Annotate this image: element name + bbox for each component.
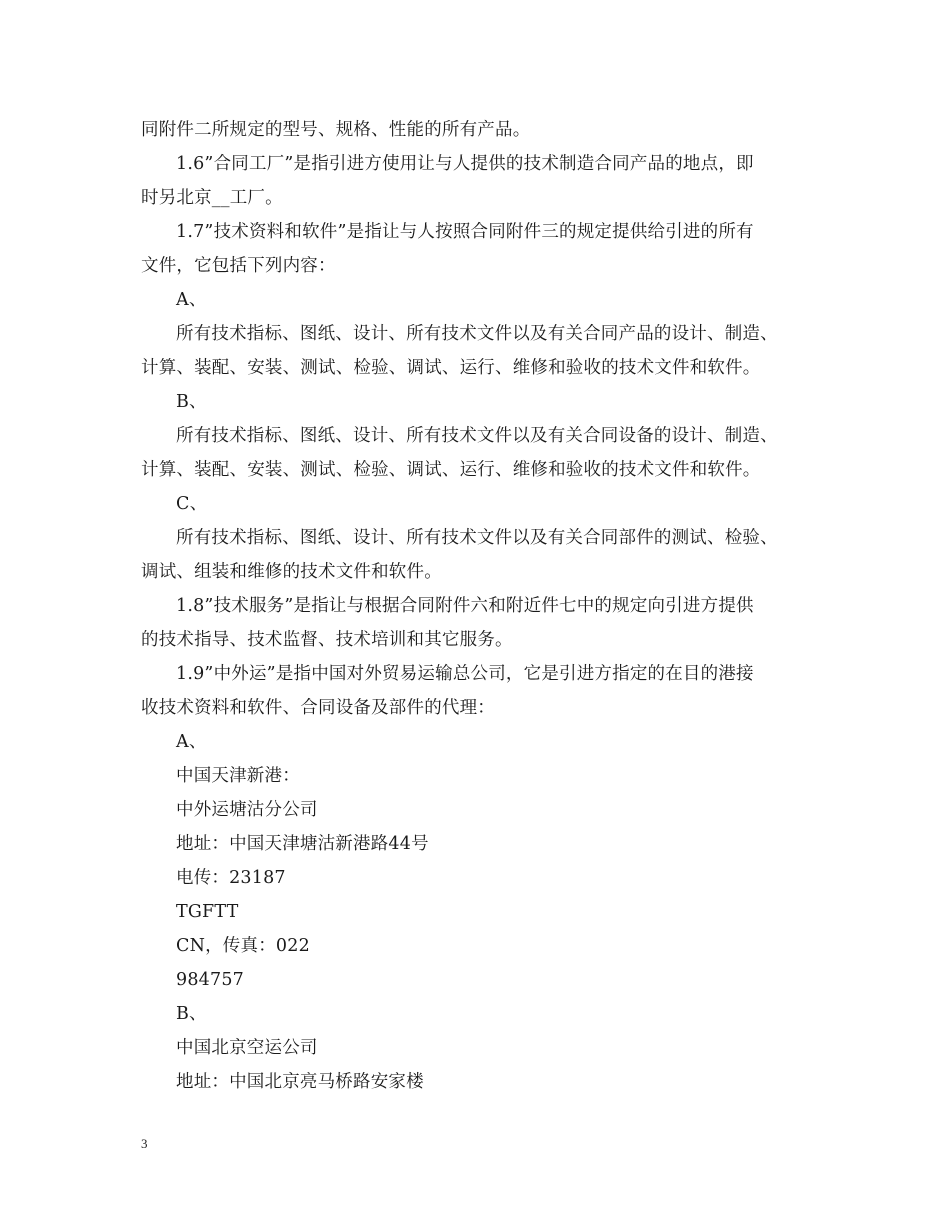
text-line: 计算、装配、安装、测试、检验、调试、运行、维修和验收的技术文件和软件。 (141, 358, 761, 378)
text-line: 电传：23187 (176, 868, 286, 888)
text-line: 984757 (176, 970, 245, 990)
text-line: 所有技术指标、图纸、设计、所有技术文件以及有关合同产品的设计、制造、 (176, 324, 778, 344)
list-marker: A、 (176, 290, 207, 310)
text-line: CN，传真：022 (176, 936, 310, 956)
text-line: 1.7”技术资料和软件”是指让与人按照合同附件三的规定提供给引进的所有 (176, 222, 754, 242)
list-marker: C、 (176, 494, 208, 514)
text-line: 中国北京空运公司 (176, 1038, 318, 1058)
text-line: 同附件二所规定的型号、规格、性能的所有产品。 (141, 120, 531, 140)
text-line: 时另北京__工厂。 (141, 188, 283, 208)
text-line: 所有技术指标、图纸、设计、所有技术文件以及有关合同设备的设计、制造、 (176, 426, 778, 446)
text-line: 1.9”中外运”是指中国对外贸易运输总公司，它是引进方指定的在目的港接 (176, 664, 754, 684)
text-line: 中外运塘沽分公司 (176, 800, 318, 820)
list-marker: B、 (176, 392, 207, 412)
document-body (141, 113, 813, 1099)
text-line: 地址：中国天津塘沽新港路44号 (176, 834, 429, 854)
text-line: 收技术资料和软件、合同设备及部件的代理： (141, 698, 495, 718)
text-line: 文件，它包括下列内容： (141, 256, 336, 276)
text-line: 地址：中国北京亮马桥路安家楼 (176, 1072, 424, 1092)
list-marker: B、 (176, 1004, 207, 1024)
page-number: 3 (141, 1136, 148, 1151)
text-line: 调试、组装和维修的技术文件和软件。 (141, 562, 442, 582)
text-line: 1.8”技术服务”是指让与根据合同附件六和附近件七中的规定向引进方提供 (176, 596, 754, 616)
text-line: 中国天津新港： (176, 766, 300, 786)
text-line: TGFTT (176, 902, 239, 922)
text-line: 计算、装配、安装、测试、检验、调试、运行、维修和验收的技术文件和软件。 (141, 460, 761, 480)
text-line: 的技术指导、技术监督、技术培训和其它服务。 (141, 630, 513, 650)
list-marker: A、 (176, 732, 207, 752)
text-line: 所有技术指标、图纸、设计、所有技术文件以及有关合同部件的测试、检验、 (176, 528, 778, 548)
text-line: 1.6”合同工厂”是指引进方使用让与人提供的技术制造合同产品的地点，即 (176, 154, 754, 174)
